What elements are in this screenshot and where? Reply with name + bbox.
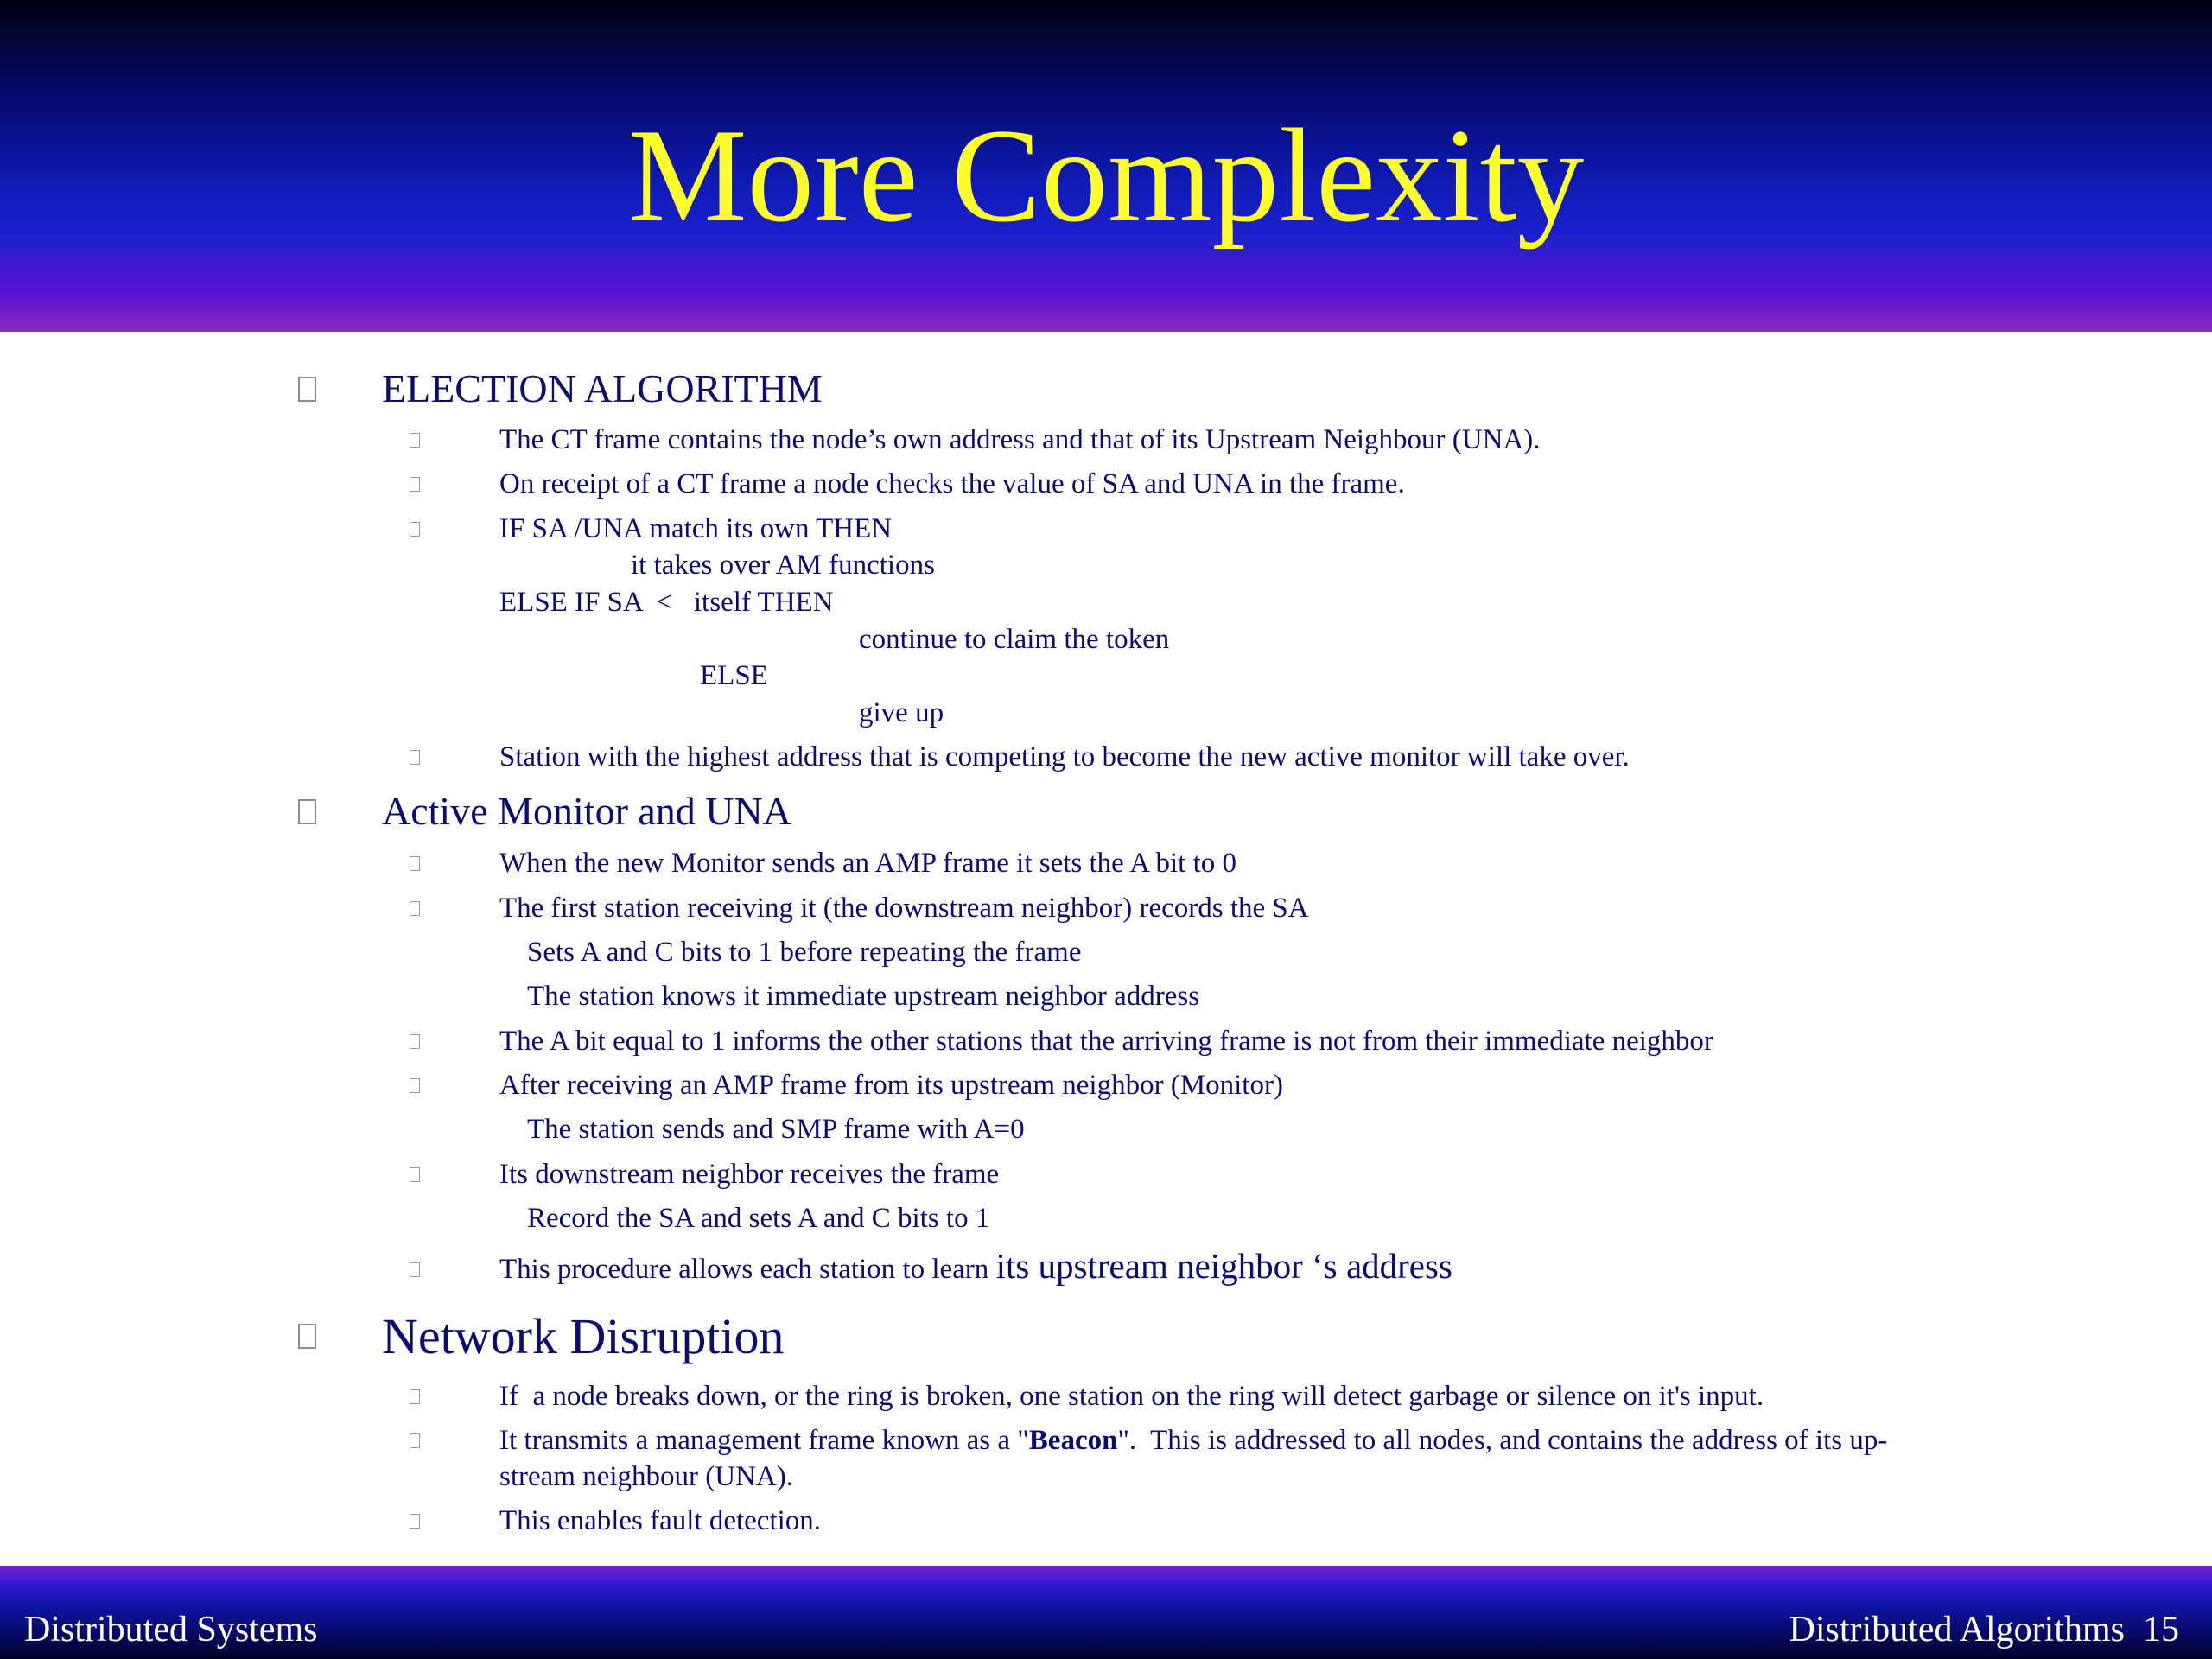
section-heading-network-disruption: Network Disruption xyxy=(382,1308,785,1364)
election-item-3-else: ELSE xyxy=(700,660,768,691)
bullet-box-icon xyxy=(410,1389,420,1404)
bullet-box-icon xyxy=(298,377,316,402)
bullet-box-icon xyxy=(410,1433,420,1448)
bullet-box-icon xyxy=(410,477,420,492)
monitor-item-5-sub: Record the SA and sets A and C bits to 1 xyxy=(527,1203,990,1234)
election-item-3-continue: continue to claim the token xyxy=(859,624,1170,655)
monitor-item-1: When the new Monitor sends an AMP frame it sets the A bit to 0 xyxy=(499,848,1237,879)
election-item-4: Station with the highest address that is competing to become the new active monitor will take over. xyxy=(499,741,1630,772)
bullet-box-icon xyxy=(410,1514,420,1529)
bullet-box-icon xyxy=(298,799,316,824)
disruption-item-2-beacon: Beacon xyxy=(1028,1425,1118,1456)
disruption-item-3: This enables fault detection. xyxy=(499,1505,822,1536)
footer-slide-number: Distributed Algorithms 15 xyxy=(1789,1610,2179,1649)
monitor-item-2: The first station receiving it (the downstream neighbor) records the SA xyxy=(499,893,1309,924)
bullet-box-icon xyxy=(410,856,420,871)
disruption-item-1: If a node breaks down, or the ring is broken, one station on the ring will detect garbage or silence on it's input. xyxy=(499,1381,1764,1412)
election-item-3-then: it takes over AM functions xyxy=(631,550,935,581)
bullet-box-icon xyxy=(410,1034,420,1049)
slide-title: More Complexity xyxy=(627,101,1585,250)
bullet-box-icon xyxy=(410,1262,420,1277)
bullet-box-icon xyxy=(410,901,420,916)
monitor-item-2-sub-2: The station knows it immediate upstream neighbor address xyxy=(527,981,1200,1012)
disruption-item-2 xyxy=(499,1422,1887,1459)
election-item-2: On receipt of a CT frame a node checks the value of SA and UNA in the frame. xyxy=(499,468,1405,499)
disruption-item-2-pre: It transmits a management frame known as a " xyxy=(499,1425,1029,1456)
election-item-3: IF SA /UNA match its own THEN xyxy=(499,513,893,544)
monitor-item-5: Its downstream neighbor receives the frame xyxy=(499,1159,1000,1190)
election-item-3-giveup: give up xyxy=(859,697,944,728)
bullet-box-icon xyxy=(298,1324,316,1349)
monitor-item-2-sub-1: Sets A and C bits to 1 before repeating the frame xyxy=(527,937,1082,968)
monitor-item-3: The A bit equal to 1 informs the other stations that the arriving frame is not from their immediate neighbor xyxy=(499,1026,1713,1057)
bullet-box-icon xyxy=(410,1167,420,1182)
section-heading-active-monitor: Active Monitor and UNA xyxy=(382,789,791,833)
disruption-item-2-cont: stream neighbour (UNA). xyxy=(499,1461,793,1492)
bullet-box-icon xyxy=(410,433,420,448)
bullet-box-icon xyxy=(410,522,420,537)
footer-course-title: Distributed Systems xyxy=(24,1610,318,1649)
election-item-3-elseif: ELSE IF SA < itself THEN xyxy=(499,587,834,618)
monitor-item-4: After receiving an AMP frame from its upstream neighbor (Monitor) xyxy=(499,1070,1283,1101)
bullet-box-icon xyxy=(410,1078,420,1093)
monitor-item-6-text: This procedure allows each station to learn xyxy=(499,1254,989,1285)
monitor-item-6 xyxy=(499,1248,1452,1287)
election-item-1: The CT frame contains the node’s own address and that of its Upstream Neighbour (UNA). xyxy=(499,424,1541,455)
monitor-item-4-sub: The station sends and SMP frame with A=0 xyxy=(527,1114,1025,1145)
monitor-item-6-emphasis: its upstream neighbor ‘s address xyxy=(995,1246,1452,1286)
bullet-box-icon xyxy=(410,750,420,765)
disruption-item-2-post: ". This is addressed to all nodes, and contains the address of its up- xyxy=(1117,1425,1888,1456)
section-heading-election: ELECTION ALGORITHM xyxy=(382,366,823,410)
